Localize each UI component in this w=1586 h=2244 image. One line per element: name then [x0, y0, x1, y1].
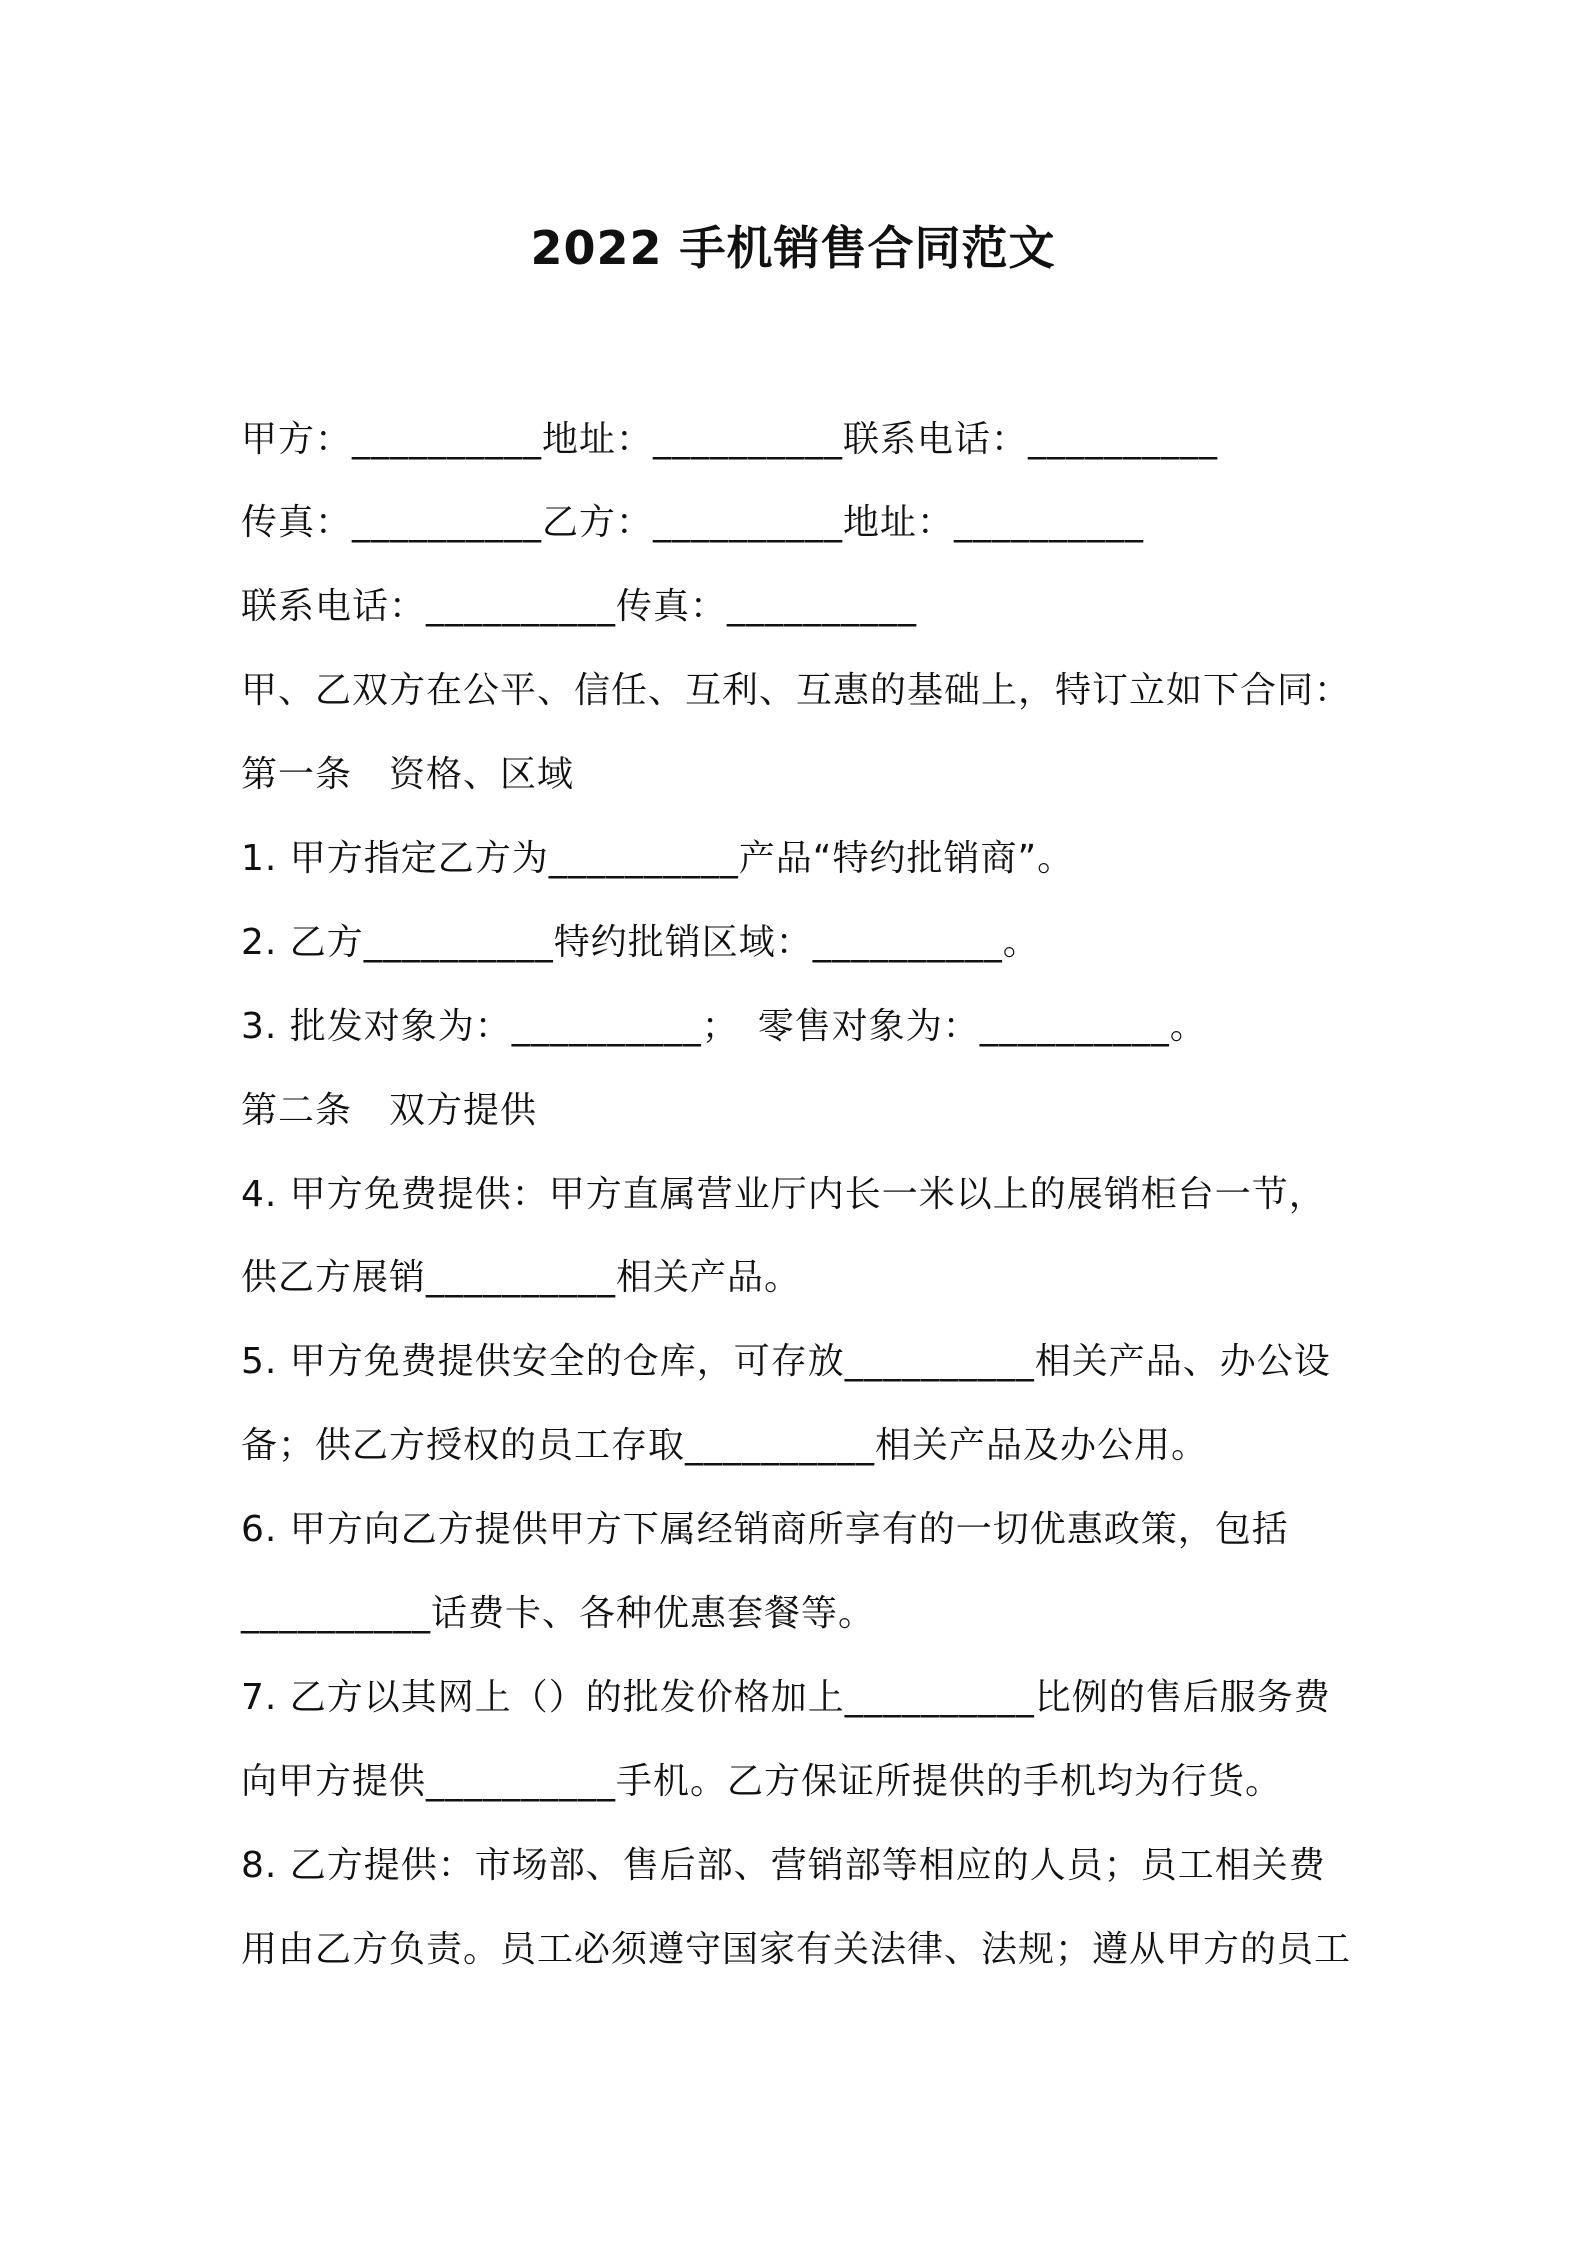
clause-6-line-1: 6. 甲方向乙方提供甲方下属经销商所享有的一切优惠政策，包括	[241, 1509, 1289, 1550]
clause-4-line-1: 4. 甲方免费提供：甲方直属营业厅内长一米以上的展销柜台一节，	[241, 1174, 1326, 1215]
clause-1: 1. 甲方指定乙方为__________产品“特约批销商”。	[241, 838, 1075, 879]
article-two-heading: 第二条 双方提供	[241, 1090, 538, 1131]
party-a-info-line: 甲方：__________地址：__________联系电话：__________	[241, 419, 1219, 460]
clause-7-line-1: 7. 乙方以其网上（）的批发价格加上__________比例的售后服务费	[241, 1677, 1331, 1718]
clause-8-line-2: 用由乙方负责。员工必须遵守国家有关法律、法规；遵从甲方的员工	[241, 1929, 1352, 1970]
clause-4-line-2: 供乙方展销__________相关产品。	[241, 1257, 802, 1298]
clause-7-line-2: 向甲方提供__________手机。乙方保证所提供的手机均为行货。	[241, 1761, 1283, 1802]
party-b-info-line: 传真：__________乙方：__________地址：__________	[241, 502, 1145, 543]
clause-6-line-2: __________话费卡、各种优惠套餐等。	[241, 1593, 876, 1634]
preamble-line: 甲、乙双方在公平、信任、互利、互惠的基础上，特订立如下合同：	[241, 670, 1352, 711]
document-title: 2022 手机销售合同范文	[530, 221, 1056, 275]
clause-2: 2. 乙方__________特约批销区域：__________。	[241, 922, 1040, 963]
clause-5-line-2: 备；供乙方授权的员工存取__________相关产品及办公用。	[241, 1425, 1209, 1466]
contact-info-line: 联系电话：__________传真：__________	[241, 586, 918, 627]
clause-3: 3. 批发对象为：__________； 零售对象为：__________。	[241, 1006, 1207, 1047]
clause-8-line-1: 8. 乙方提供：市场部、售后部、营销部等相应的人员；员工相关费	[241, 1845, 1326, 1886]
article-one-heading: 第一条 资格、区域	[241, 754, 575, 795]
clause-5-line-1: 5. 甲方免费提供安全的仓库，可存放__________相关产品、办公设	[241, 1341, 1331, 1382]
